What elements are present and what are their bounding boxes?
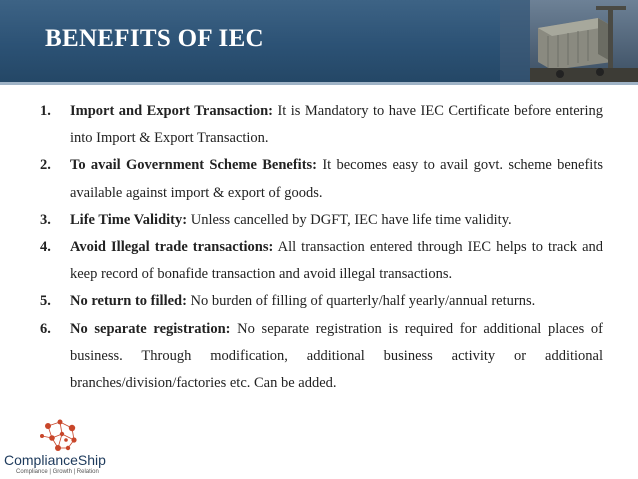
list-item-text: All transaction entered through IEC helps to track and keep record of bonafide transaction and avoid illegal transactions. (70, 239, 603, 283)
list-item (40, 207, 603, 234)
network-globe-icon (34, 418, 86, 454)
list-item-number: 3. (40, 211, 51, 228)
logo-name: ComplianceShip (4, 452, 106, 468)
logo-tagline: Compliance | Growth | Relation (16, 469, 99, 475)
list-item-title: Life Time Validity: (70, 211, 188, 228)
list-item (40, 98, 603, 152)
list-item-text: It becomes easy to avail govt. scheme benefits available against import & export of goods. (70, 157, 603, 201)
list-item-text: No burden of filling of quarterly/half yearly/annual returns. (190, 293, 536, 310)
list-item-title: No return to filled: (70, 293, 187, 310)
list-item-number: 6. (40, 320, 51, 337)
list-item (40, 288, 603, 315)
list-item (40, 234, 603, 288)
list-item-text: Unless cancelled by DGFT, IEC have life time validity. (190, 211, 512, 228)
list-item-number: 5. (40, 293, 51, 310)
list-item (40, 316, 603, 398)
slide-header (0, 0, 638, 82)
company-logo (4, 418, 124, 478)
benefits-list (40, 98, 603, 397)
list-item-text: No separate registration is required for additional places of business. Through modification, additional business activity or additional branches/division/factories etc. Can be added. (70, 320, 603, 392)
list-item-number: 4. (40, 239, 51, 256)
list-item-number: 2. (40, 157, 51, 174)
list-item-text: It is Mandatory to have IEC Certificate before entering into Import & Export Transaction. (70, 103, 604, 147)
list-item-number: 1. (40, 103, 51, 119)
header-divider (0, 82, 638, 85)
list-item (40, 152, 603, 206)
list-item-title: To avail Government Scheme Benefits: (70, 157, 317, 174)
list-item-title: No separate registration: (70, 320, 231, 337)
slide-title: BENEFITS OF IEC (45, 25, 264, 52)
cargo-container-image (500, 0, 638, 82)
list-item-title: Import and Export Transaction: (70, 103, 273, 119)
list-item-title: Avoid Illegal trade transactions: (70, 239, 274, 256)
